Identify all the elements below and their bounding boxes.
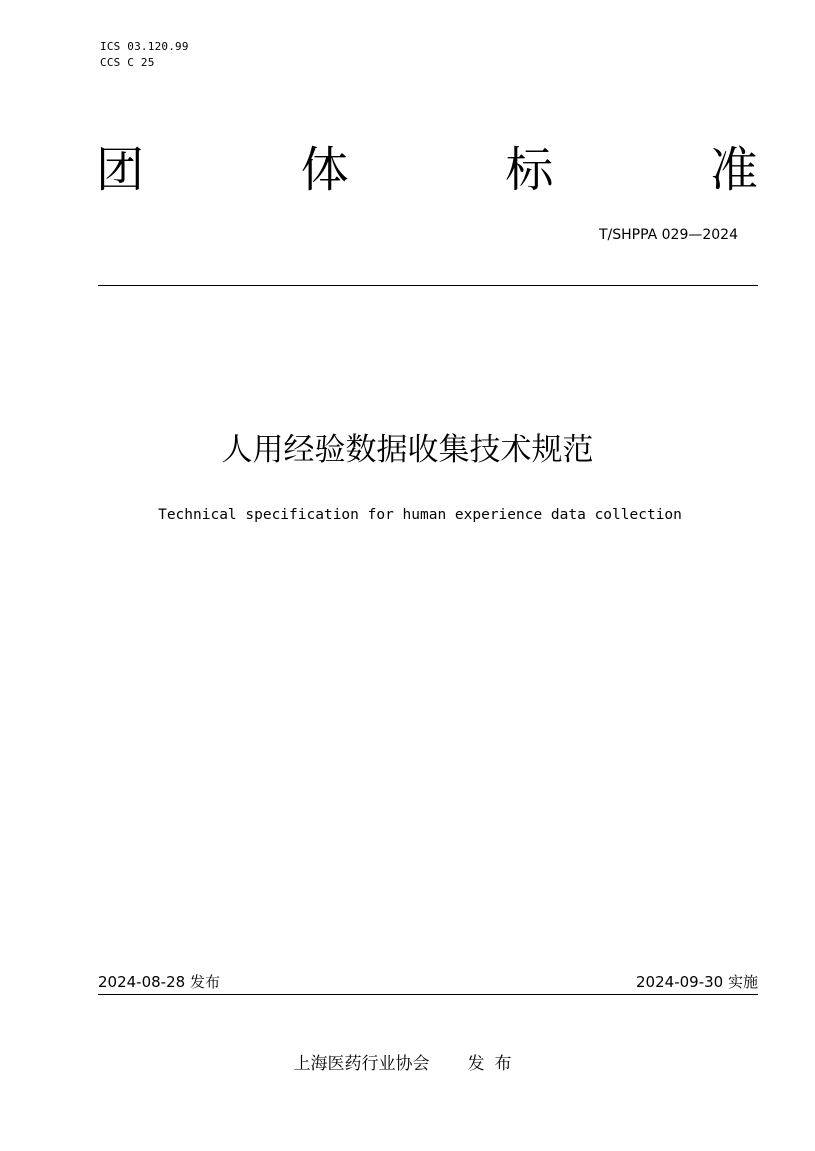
issue-date-block <box>98 972 220 992</box>
implementation-label: 实施 <box>727 973 758 991</box>
document-title-english: Technical specification for human experience data collection <box>158 507 682 523</box>
implementation-date-block <box>636 972 758 992</box>
date-row <box>98 972 758 994</box>
publisher-action: 发布 <box>467 1054 522 1074</box>
footer-divider <box>98 994 758 995</box>
publisher-name: 上海医药行业协会 <box>293 1054 430 1074</box>
standard-type-char: 标 <box>505 142 554 198</box>
publisher-row <box>0 1053 815 1075</box>
issue-date: 2024-08-28 <box>98 973 186 991</box>
issue-label: 发布 <box>189 973 220 991</box>
header-divider <box>98 285 758 286</box>
standard-type-heading <box>96 140 758 200</box>
standard-type-char: 体 <box>300 142 349 198</box>
classification-codes <box>100 39 189 71</box>
standard-type-char: 准 <box>709 142 758 198</box>
ccs-code: CCS C 25 <box>100 56 155 69</box>
standard-number: T/SHPPA 029—2024 <box>598 227 738 243</box>
document-title-chinese: 人用经验数据收集技术规范 <box>221 432 594 468</box>
implementation-date: 2024-09-30 <box>636 973 724 991</box>
ics-code: ICS 03.120.99 <box>100 40 189 53</box>
standard-type-char: 团 <box>96 142 145 198</box>
